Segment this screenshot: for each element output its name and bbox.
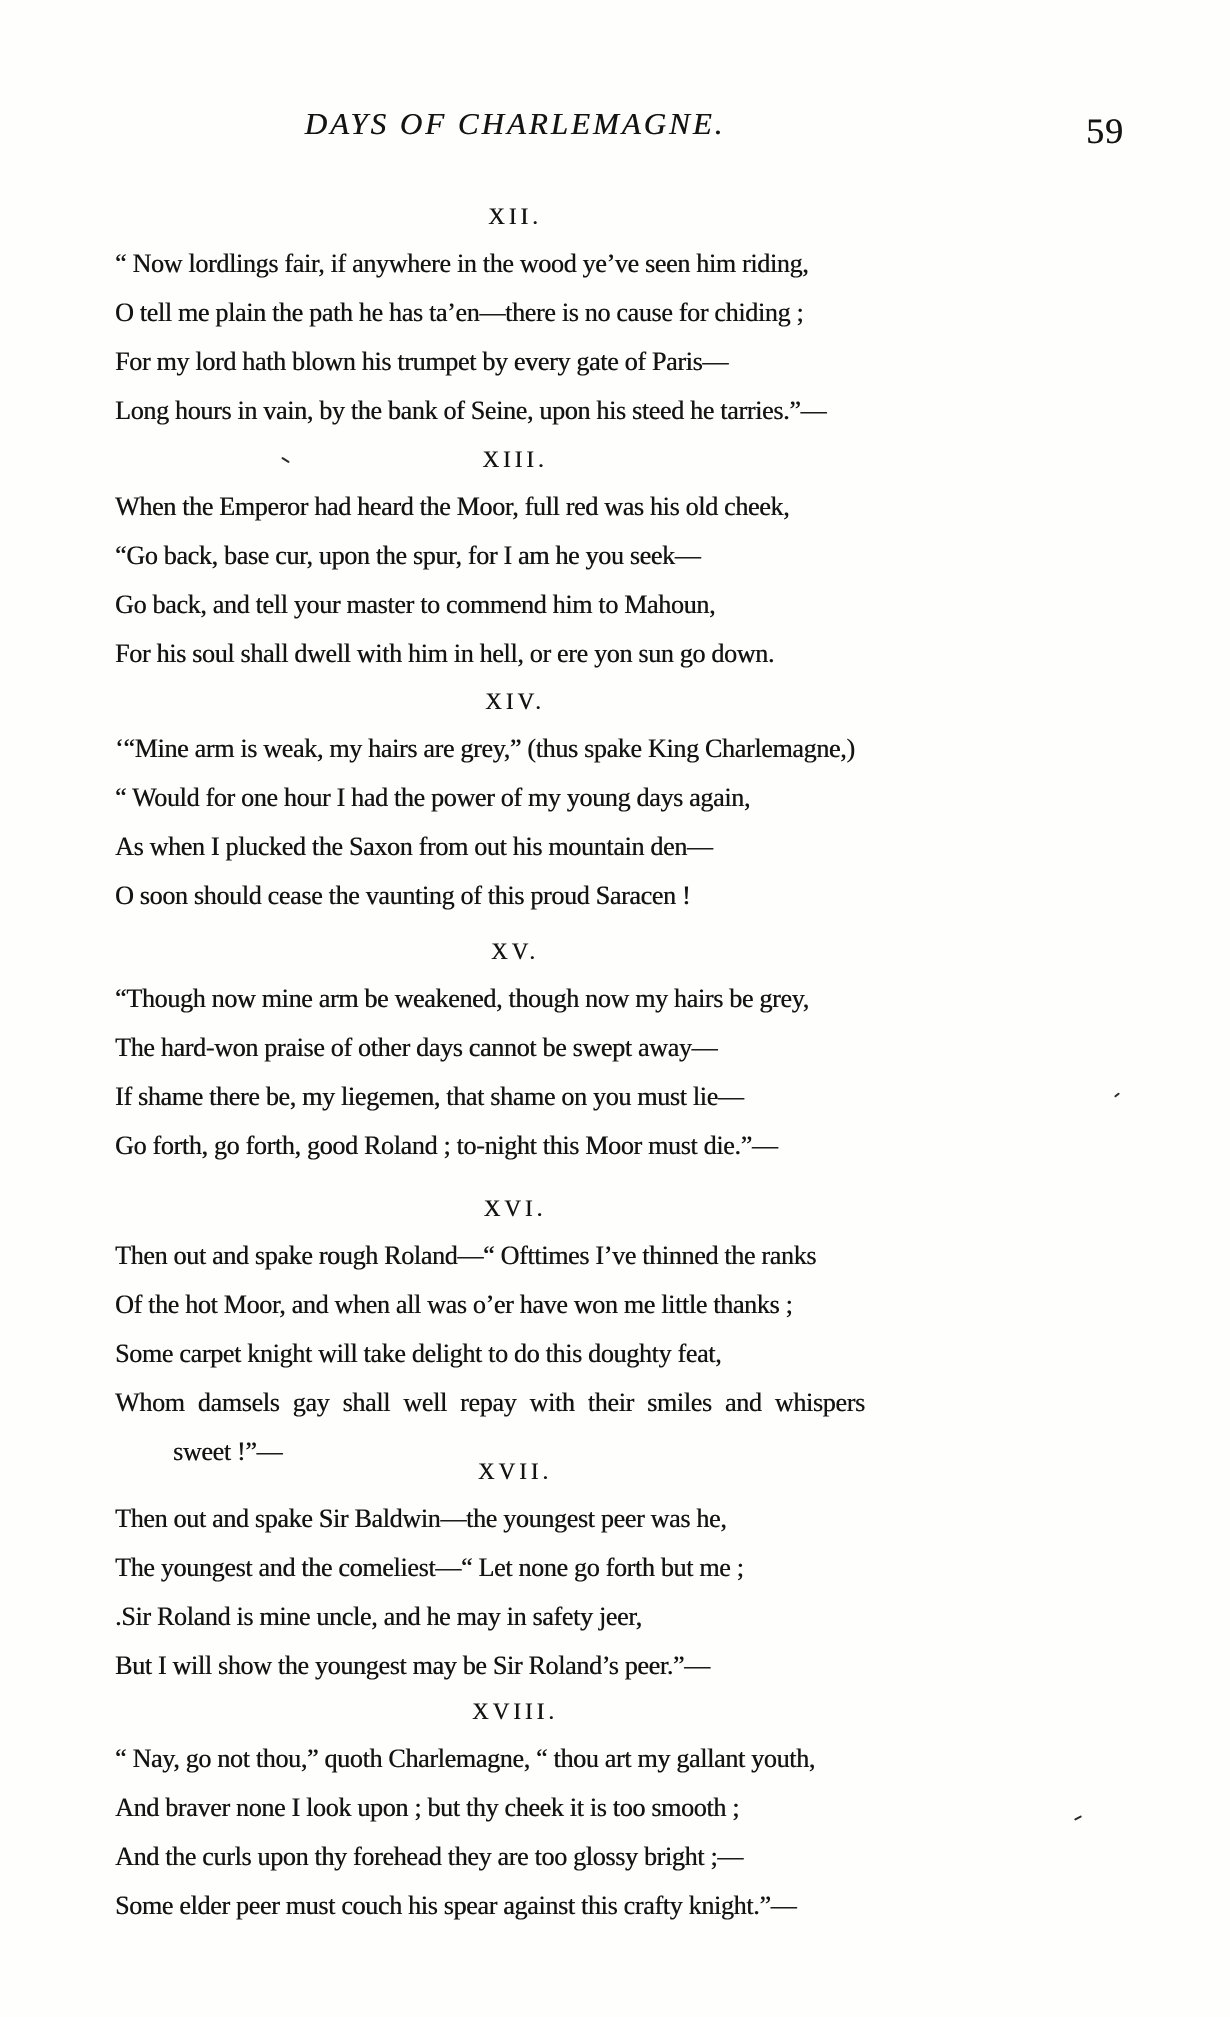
poem-line: O soon should cease the vaunting of this proud Saracen !: [115, 881, 691, 910]
poem-line: Of the hot Moor, and when all was o’er have won me little thanks ;: [115, 1290, 793, 1319]
poem-line: Long hours in vain, by the bank of Seine, upon his steed he tarries.”—: [115, 396, 827, 425]
stanza-number: XII.: [488, 204, 542, 229]
poem-line: “ Now lordlings fair, if anywhere in the wood ye’ve seen him riding,: [115, 249, 809, 278]
stanza-number: XIV.: [485, 689, 545, 714]
poem-line: And the curls upon thy forehead they are too glossy bright ;—: [115, 1842, 743, 1871]
stanza: [115, 938, 915, 1170]
stanza-lines: [115, 239, 915, 435]
stanza: [115, 203, 915, 435]
stanza-number: XVIII.: [472, 1699, 558, 1724]
poem-line: Then out and spake Sir Baldwin—the youngest peer was he,: [115, 1504, 727, 1533]
page-number: 59: [1086, 111, 1124, 151]
poem-line: “ Would for one hour I had the power of my young days again,: [115, 783, 751, 812]
stanza-number: XVI.: [483, 1196, 547, 1221]
poem-line: Whom damsels gay shall well repay with their smiles and whispers: [115, 1388, 865, 1417]
stanza-lines: [115, 1494, 915, 1690]
poem-line: The hard-won praise of other days cannot be swept away—: [115, 1033, 718, 1062]
stanza-number: XVII.: [477, 1459, 553, 1484]
running-header-title: DAYS OF CHARLEMAGNE.: [304, 106, 726, 141]
poem-line: For his soul shall dwell with him in hell, or ere yon sun go down.: [115, 639, 775, 668]
stanza: [115, 1698, 915, 1930]
stanza-lines: [115, 724, 915, 920]
poem-line: “Go back, base cur, upon the spur, for I am he you seek—: [115, 541, 701, 570]
stanza-lines: [115, 974, 915, 1170]
poem-line: “ Nay, go not thou,” quoth Charlemagne, “ thou art my gallant youth,: [115, 1744, 815, 1773]
poem-line: ‘“Mine arm is weak, my hairs are grey,” (thus spake King Charlemagne,): [115, 734, 855, 763]
poem-line: Go back, and tell your master to commend him to Mahoun,: [115, 590, 716, 619]
poem-line: Go forth, go forth, good Roland ; to-night this Moor must die.”—: [115, 1131, 778, 1160]
stanza-lines: [115, 1231, 915, 1476]
poem-line: sweet !”—: [173, 1437, 283, 1466]
poem-line: Then out and spake rough Roland—“ Ofttimes I’ve thinned the ranks: [115, 1241, 817, 1270]
poem-line: But I will show the youngest may be Sir Roland’s peer.”—: [115, 1651, 710, 1680]
scan-artifact: [1074, 1815, 1082, 1821]
poem-line: The youngest and the comeliest—“ Let none go forth but me ;: [115, 1553, 744, 1582]
stanza-number: XIII.: [482, 447, 548, 472]
poem-line: “Though now mine arm be weakened, though now my hairs be grey,: [115, 984, 809, 1013]
poem-line: If shame there be, my liegemen, that shame on you must lie—: [115, 1082, 744, 1111]
stanza: [115, 688, 915, 920]
stanza-lines: [115, 482, 915, 678]
poem-line: When the Emperor had heard the Moor, full red was his old cheek,: [115, 492, 790, 521]
poem-line: And braver none I look upon ; but thy cheek it is too smooth ;: [115, 1793, 740, 1822]
stanza: [115, 1458, 915, 1690]
poem-line: Some elder peer must couch his spear against this crafty knight.”—: [115, 1891, 797, 1920]
stanza-list: [115, 0, 915, 2017]
stanza: [115, 1195, 915, 1476]
poem-line: Some carpet knight will take delight to do this doughty feat,: [115, 1339, 722, 1368]
poem-line: As when I plucked the Saxon from out his mountain den—: [115, 832, 713, 861]
poem-line: .Sir Roland is mine uncle, and he may in safety jeer,: [115, 1602, 642, 1631]
poem-line: O tell me plain the path he has ta’en—there is no cause for chiding ;: [115, 298, 804, 327]
stanza-number: XV.: [490, 939, 539, 964]
stanza: [115, 446, 915, 678]
scan-artifact: [1114, 1092, 1120, 1097]
stanza-lines: [115, 1734, 915, 1930]
poem-line: For my lord hath blown his trumpet by every gate of Paris—: [115, 347, 728, 376]
